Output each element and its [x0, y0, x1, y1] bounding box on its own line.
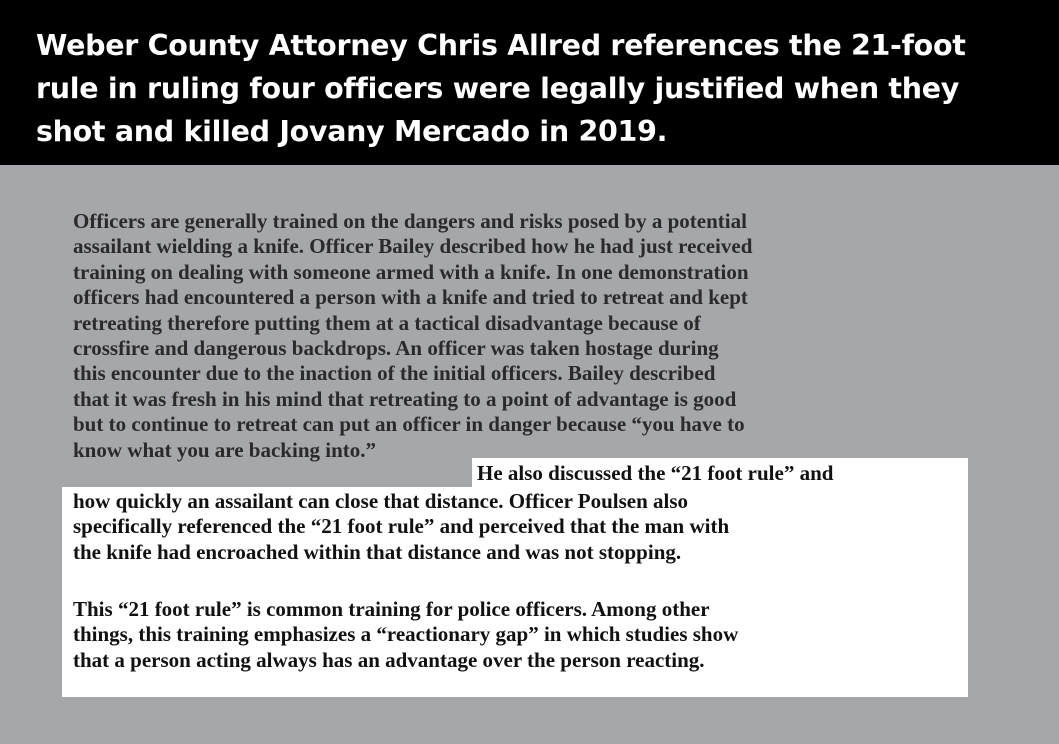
text-line: training on dealing with someone armed with a knife. In one demonstration — [73, 259, 749, 284]
text-line: the knife had encroached within that distance and was not stopping. — [73, 539, 682, 564]
text-line: this encounter due to the inaction of the initial officers. Bailey described — [73, 361, 716, 386]
text-line: how quickly an assailant can close that distance. Officer Poulsen also — [73, 489, 689, 513]
caption-text: Weber County Attorney Chris Allred references the 21-foot rule in ruling four officers were legally justified when they shot and killed Jovany Mercado in 2019. — [36, 29, 966, 148]
text-line: This “21 foot rule” is common training for police officers. Among other — [73, 597, 710, 621]
highlighted-paragraph-2 — [73, 597, 738, 673]
highlighted-paragraph-1 — [73, 489, 729, 565]
document-paragraph-1 — [73, 209, 993, 463]
text-line: things, this training emphasizes a “reactionary gap” in which studies show — [73, 622, 739, 647]
caption-banner — [0, 0, 1059, 165]
text-line: assailant wielding a knife. Officer Bailey described how he had just received — [73, 234, 753, 259]
text-line: but to continue to retreat can put an officer in danger because “you have to — [73, 412, 745, 437]
text-line: Officers are generally trained on the dangers and risks posed by a potential — [73, 209, 747, 233]
text-line: crossfire and dangerous backdrops. An officer was taken hostage during — [73, 336, 719, 361]
text-line: that it was fresh in his mind that retreating to a point of advantage is good — [73, 386, 737, 411]
text-line: retreating therefore putting them at a tactical disadvantage because of — [73, 310, 701, 335]
text-line: specifically referenced the “21 foot rule” and perceived that the man with — [73, 514, 730, 539]
text-line: know what you are backing into.” — [73, 437, 377, 462]
highlighted-text-start: He also discussed the “21 foot rule” and — [477, 461, 834, 485]
text-line: that a person acting always has an advantage over the person reacting. — [73, 647, 705, 672]
text-line: officers had encountered a person with a knife and tried to retreat and kept — [73, 285, 748, 310]
